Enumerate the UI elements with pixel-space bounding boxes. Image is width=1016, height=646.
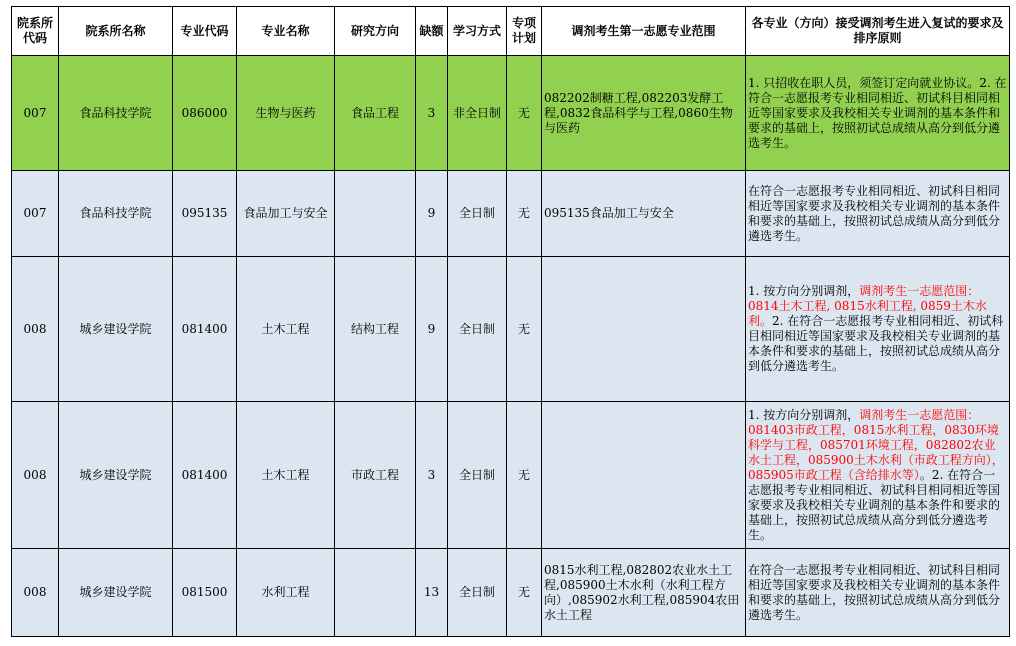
- cell-major-code: 095135: [173, 171, 237, 257]
- header-dept-code: 院系所代码: [12, 7, 59, 56]
- header-first-choice-scope: 调剂考生第一志愿专业范围: [542, 7, 746, 56]
- table-row: [12, 56, 1010, 171]
- cell-major-code: 081400: [173, 402, 237, 549]
- cell-special-plan: 无: [507, 56, 542, 171]
- cell-major-name: 食品加工与安全: [237, 171, 335, 257]
- cell-dept-code: 008: [12, 549, 59, 637]
- cell-first-choice-scope: [542, 402, 746, 549]
- cell-vacancies: 9: [416, 257, 448, 402]
- header-row: [12, 7, 1010, 56]
- cell-major-code: 086000: [173, 56, 237, 171]
- cell-direction: 结构工程: [335, 257, 416, 402]
- cell-dept-name: 食品科技学院: [59, 171, 173, 257]
- cell-dept-code: 008: [12, 402, 59, 549]
- cell-dept-name: 城乡建设学院: [59, 257, 173, 402]
- cell-vacancies: 3: [416, 56, 448, 171]
- cell-first-choice-scope: 0815水利工程,082802农业水土工程,085900土木水利（水利工程方向）,085902水利工程,085904农田水土工程: [542, 549, 746, 637]
- header-dept-name: 院系所名称: [59, 7, 173, 56]
- requirements-emphasis: 调剂考生一志愿范围：0814土木工程, 0815水利工程, 0859土木水利。: [748, 284, 987, 328]
- cell-vacancies: 9: [416, 171, 448, 257]
- cell-requirements: [746, 257, 1010, 402]
- cell-first-choice-scope: 082202制糖工程,082203发酵工程,0832食品科学与工程,0860生物与医药: [542, 56, 746, 171]
- requirements-text: 在符合一志愿报考专业相同相近、初试科目相同相近等国家要求及我校相关专业调剂的基本条件和要求的基础上，按照初试总成绩从高分到低分遴选考生。: [748, 183, 1001, 243]
- header-direction: 研究方向: [335, 7, 416, 56]
- adjustment-table: [11, 6, 1010, 637]
- cell-dept-name: 城乡建设学院: [59, 402, 173, 549]
- cell-vacancies: 3: [416, 402, 448, 549]
- cell-direction: [335, 549, 416, 637]
- cell-study-mode: 全日制: [448, 257, 507, 402]
- cell-study-mode: 非全日制: [448, 56, 507, 171]
- requirements-text: 1. 按方向分别调剂，: [748, 284, 860, 298]
- cell-special-plan: 无: [507, 171, 542, 257]
- cell-special-plan: 无: [507, 549, 542, 637]
- header-requirements: 各专业（方向）接受调剂考生进入复试的要求及排序原则: [746, 7, 1010, 56]
- cell-first-choice-scope: [542, 257, 746, 402]
- cell-dept-code: 007: [12, 171, 59, 257]
- cell-requirements: [746, 56, 1010, 171]
- requirements-text: 1. 只招收在职人员，须签订定向就业协议。2. 在符合一志愿报考专业相同相近、初试科目相同相近等国家要求及我校相关专业调剂的基本条件和要求的基础上，按照初试总成绩从高分到低分遴选考生。: [748, 75, 1007, 150]
- cell-first-choice-scope: 095135食品加工与安全: [542, 171, 746, 257]
- cell-requirements: [746, 171, 1010, 257]
- header-special-plan: 专项计划: [507, 7, 542, 56]
- cell-study-mode: 全日制: [448, 549, 507, 637]
- requirements-text: 1. 按方向分别调剂，: [748, 407, 860, 422]
- cell-special-plan: 无: [507, 257, 542, 402]
- requirements-emphasis: 调剂考生一志愿范围：081403市政工程，0815水利工程，0830环境科学与工程，085701环境工程，082802农业水土工程，085900土木水利（市政工程方向），085905市政工程（含给排水等）: [748, 407, 1004, 482]
- cell-requirements: [746, 402, 1010, 549]
- cell-major-code: 081500: [173, 549, 237, 637]
- header-major-name: 专业名称: [237, 7, 335, 56]
- cell-major-code: 081400: [173, 257, 237, 402]
- cell-major-name: 生物与医药: [237, 56, 335, 171]
- cell-major-name: 土木工程: [237, 402, 335, 549]
- table-row: [12, 402, 1010, 549]
- cell-special-plan: 无: [507, 402, 542, 549]
- cell-study-mode: 全日制: [448, 171, 507, 257]
- cell-dept-name: 食品科技学院: [59, 56, 173, 171]
- header-major-code: 专业代码: [173, 7, 237, 56]
- cell-dept-code: 008: [12, 257, 59, 402]
- requirements-text-tail: 2. 在符合一志愿报考专业相同相近、初试科目相同相近等国家要求及我校相关专业调剂的基本条件和要求的基础上，按照初试总成绩从高分到低分遴选考生。: [748, 314, 1004, 373]
- header-vacancies: 缺额: [416, 7, 448, 56]
- table-row: [12, 257, 1010, 402]
- cell-study-mode: 全日制: [448, 402, 507, 549]
- table-row: [12, 549, 1010, 637]
- requirements-text-tail: 。2. 在符合一志愿报考专业相同相近、初试科目相同相近等国家要求及我校相关专业调剂的基本条件和要求的基础上，按照初试总成绩从高分到低分遴选考生。: [748, 467, 1001, 542]
- cell-vacancies: 13: [416, 549, 448, 637]
- cell-direction: 食品工程: [335, 56, 416, 171]
- cell-direction: [335, 171, 416, 257]
- cell-major-name: 土木工程: [237, 257, 335, 402]
- cell-major-name: 水利工程: [237, 549, 335, 637]
- cell-dept-name: 城乡建设学院: [59, 549, 173, 637]
- cell-direction: 市政工程: [335, 402, 416, 549]
- cell-requirements: [746, 549, 1010, 637]
- header-study-mode: 学习方式: [448, 7, 507, 56]
- cell-dept-code: 007: [12, 56, 59, 171]
- table-row: [12, 171, 1010, 257]
- requirements-text: 在符合一志愿报考专业相同相近、初试科目相同相近等国家要求及我校相关专业调剂的基本条件和要求的基础上，按照初试总成绩从高分到低分遴选考生。: [748, 562, 1001, 622]
